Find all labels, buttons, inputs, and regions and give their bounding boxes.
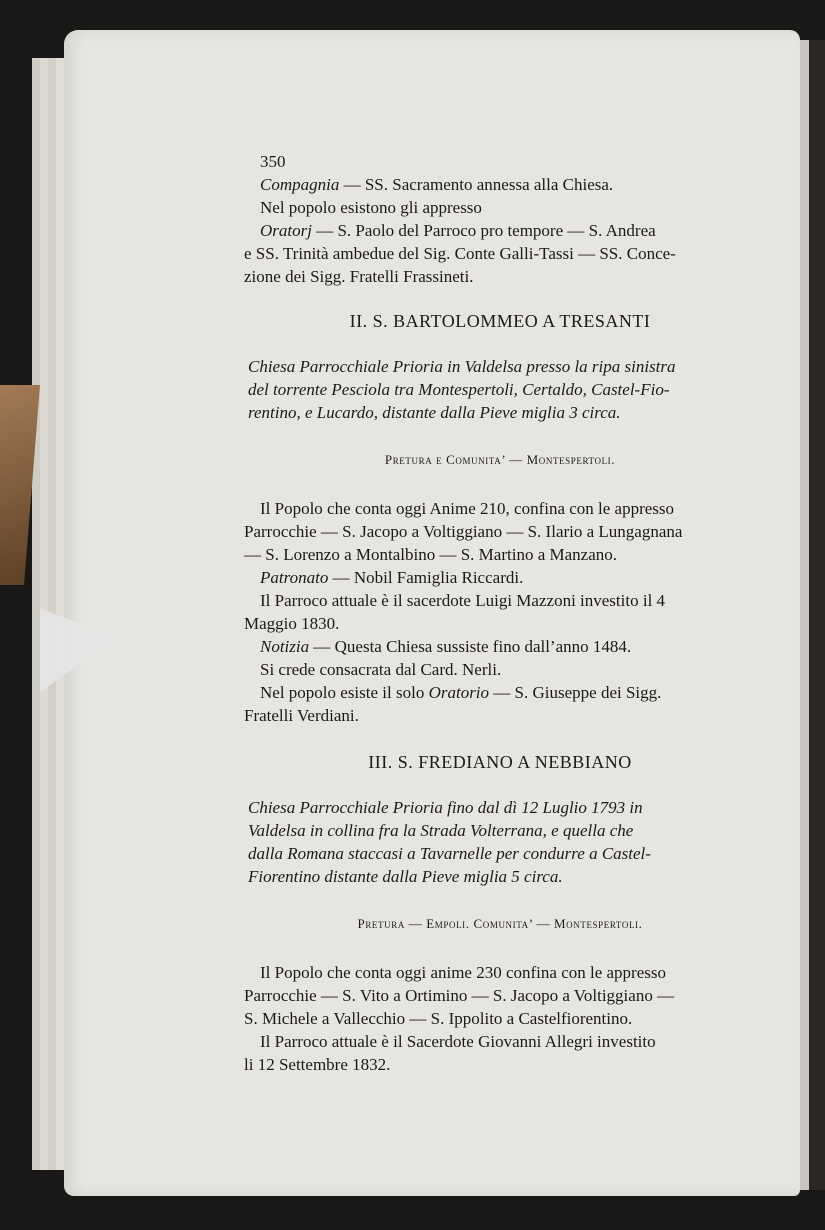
desc-line: dalla Romana staccasi a Tavarnelle per condurre a Castel- <box>248 844 651 863</box>
text-line: Il Parroco attuale è il sacerdote Luigi Mazzoni investito il 4 <box>260 591 666 610</box>
section-title: III. S. FREDIANO A NEBBIANO <box>368 752 632 772</box>
text-line: Oratorj — S. Paolo del Parroco pro tempore — S. Andrea <box>260 221 656 240</box>
text-line: — S. Lorenzo a Montalbino — S. Martino a Manzano. <box>244 545 617 564</box>
text-line: Il Popolo che conta oggi Anime 210, confina con le appresso <box>260 499 675 518</box>
text-line: Si crede consacrata dal Card. Nerli. <box>260 660 502 679</box>
inline-label: Patronato <box>260 568 329 587</box>
text-line: li 12 Settembre 1832. <box>244 1055 391 1074</box>
text-line: Maggio 1830. <box>244 614 340 633</box>
desc-line: Chiesa Parrocchiale Prioria fino dal dì 12 Luglio 1793 in <box>248 798 643 817</box>
text-line: zione dei Sigg. Fratelli Frassineti. <box>244 267 474 286</box>
text-line: S. Michele a Vallecchio — S. Ippolito a Castelfiorentino. <box>244 1009 633 1028</box>
desc-line: Fiorentino distante dalla Pieve miglia 5 circa. <box>248 867 563 886</box>
text-line: e SS. Trinità ambedue del Sig. Conte Galli-Tassi — SS. Conce- <box>244 244 676 263</box>
desc-line: Valdelsa in collina fra la Strada Volterrana, e quella che <box>248 821 634 840</box>
pretura-line: Pretura e Comunita’ — Montespertoli. <box>384 452 616 467</box>
text-line: Nel popolo esistono gli appresso <box>260 198 482 217</box>
page-number: 350 <box>260 152 286 171</box>
inline-label: Oratorio <box>428 683 490 702</box>
text-line: Il Parroco attuale è il Sacerdote Giovanni Allegri investito <box>260 1032 656 1051</box>
desc-line: rentino, e Lucardo, distante dalla Pieve miglia 3 circa. <box>248 403 621 422</box>
page-text <box>244 150 756 1076</box>
desc-line: del torrente Pesciola tra Montespertoli, Certaldo, Castel-Fio- <box>248 380 670 399</box>
inline-label: Compagnia <box>260 175 340 194</box>
desc-line: Chiesa Parrocchiale Prioria in Valdelsa presso la ripa sinistra <box>248 357 676 376</box>
inline-label: Notizia <box>260 637 310 656</box>
text-line: Fratelli Verdiani. <box>244 706 359 725</box>
right-page-edge <box>799 40 825 1190</box>
section-description <box>248 355 748 424</box>
inline-label: Oratorj <box>260 221 312 240</box>
text-line: Notizia — Questa Chiesa sussiste fino dall’anno 1484. <box>260 637 632 656</box>
text-line: Patronato — Nobil Famiglia Riccardi. <box>260 568 524 587</box>
section-title: II. S. BARTOLOMMEO A TRESANTI <box>349 311 651 331</box>
text-line: Nel popolo esiste il solo Oratorio — S. Giuseppe dei Sigg. <box>260 683 662 702</box>
text-line: Parrocchie — S. Vito a Ortimino — S. Jacopo a Voltiggiano — <box>244 986 675 1005</box>
text-line: Il Popolo che conta oggi anime 230 confina con le appresso <box>260 963 666 982</box>
pretura-line: Pretura — Empoli. Comunita’ — Montespertoli. <box>357 916 643 931</box>
section-description <box>248 796 748 888</box>
text-line: Parrocchie — S. Jacopo a Voltiggiano — S. Ilario a Lungagnana <box>244 522 683 541</box>
text-line: Compagnia — SS. Sacramento annessa alla Chiesa. <box>260 175 614 194</box>
